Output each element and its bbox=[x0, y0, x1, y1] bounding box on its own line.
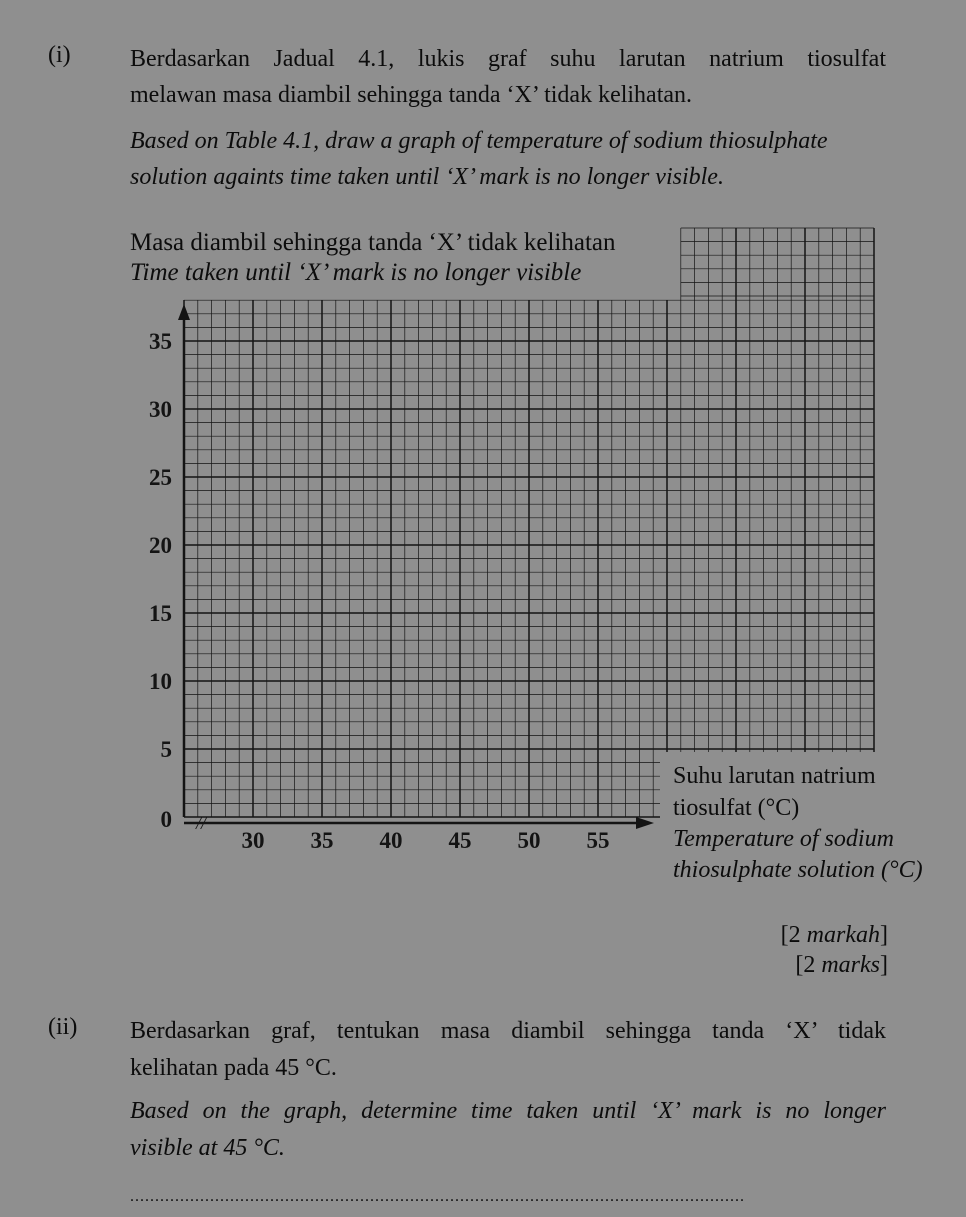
x-tick-label: 30 bbox=[241, 828, 265, 853]
y-tick-label: 0 bbox=[160, 807, 172, 832]
y-axis-label-english: Time taken until ‘X’ mark is no longer visible bbox=[130, 256, 585, 290]
part-i-malay-line1: Berdasarkan Jadual 4.1, lukis graf suhu larutan natrium tiosulfat bbox=[130, 46, 886, 72]
y-tick-label: 10 bbox=[149, 669, 172, 694]
part-ii-english-line1: Based on the graph, determine time taken until ‘X’ mark is no longer bbox=[130, 1098, 886, 1124]
part-ii-number: (ii) bbox=[48, 1014, 78, 1040]
part-i-malay-line2: melawan masa diambil sehingga tanda ‘X’ tidak kelihatan. bbox=[130, 82, 693, 108]
x-tick-label: 55 bbox=[586, 828, 610, 853]
part-ii-malay-line2: kelihatan pada 45 °C. bbox=[130, 1055, 337, 1081]
y-tick-label: 15 bbox=[149, 601, 172, 626]
y-tick-label: 35 bbox=[149, 329, 172, 354]
part-ii-english-line2: visible at 45 °C. bbox=[130, 1135, 285, 1161]
axis-break: // bbox=[196, 813, 207, 833]
x-axis-label-malay-1: Suhu larutan natrium bbox=[673, 759, 876, 793]
marks-malay: [2 markah] bbox=[780, 922, 888, 948]
part-i-english-line1: Based on Table 4.1, draw a graph of temperature of sodium thiosulphate bbox=[130, 128, 828, 154]
part-i-number: (i) bbox=[48, 42, 71, 68]
part-i-english-line2: solution againts time taken until ‘X’ mark is no longer visible. bbox=[130, 164, 724, 190]
y-axis-label-malay: Masa diambil sehingga tanda ‘X’ tidak kelihatan bbox=[130, 226, 620, 260]
x-tick-label: 45 bbox=[448, 828, 472, 853]
marks-english: [2 marks] bbox=[795, 952, 888, 978]
y-tick-label: 5 bbox=[160, 737, 172, 762]
x-axis-label-english-2: thiosulphate solution (°C) bbox=[673, 857, 923, 883]
x-axis-arrow bbox=[636, 817, 654, 829]
y-tick-label: 20 bbox=[149, 533, 172, 558]
y-tick-label: 25 bbox=[149, 465, 172, 490]
x-tick-label: 35 bbox=[310, 828, 334, 853]
y-tick-label: 30 bbox=[149, 397, 172, 422]
x-tick-label: 40 bbox=[379, 828, 403, 853]
x-tick-label: 50 bbox=[517, 828, 541, 853]
part-ii-malay-line1: Berdasarkan graf, tentukan masa diambil sehingga tanda ‘X’ tidak bbox=[130, 1018, 886, 1044]
x-axis-label-malay-2: tiosulfat (°C) bbox=[673, 791, 799, 825]
answer-line: ........................................................................................................................... bbox=[130, 1188, 745, 1205]
y-axis-arrow bbox=[178, 304, 190, 320]
x-axis-label-english-1: Temperature of sodium bbox=[673, 826, 894, 852]
